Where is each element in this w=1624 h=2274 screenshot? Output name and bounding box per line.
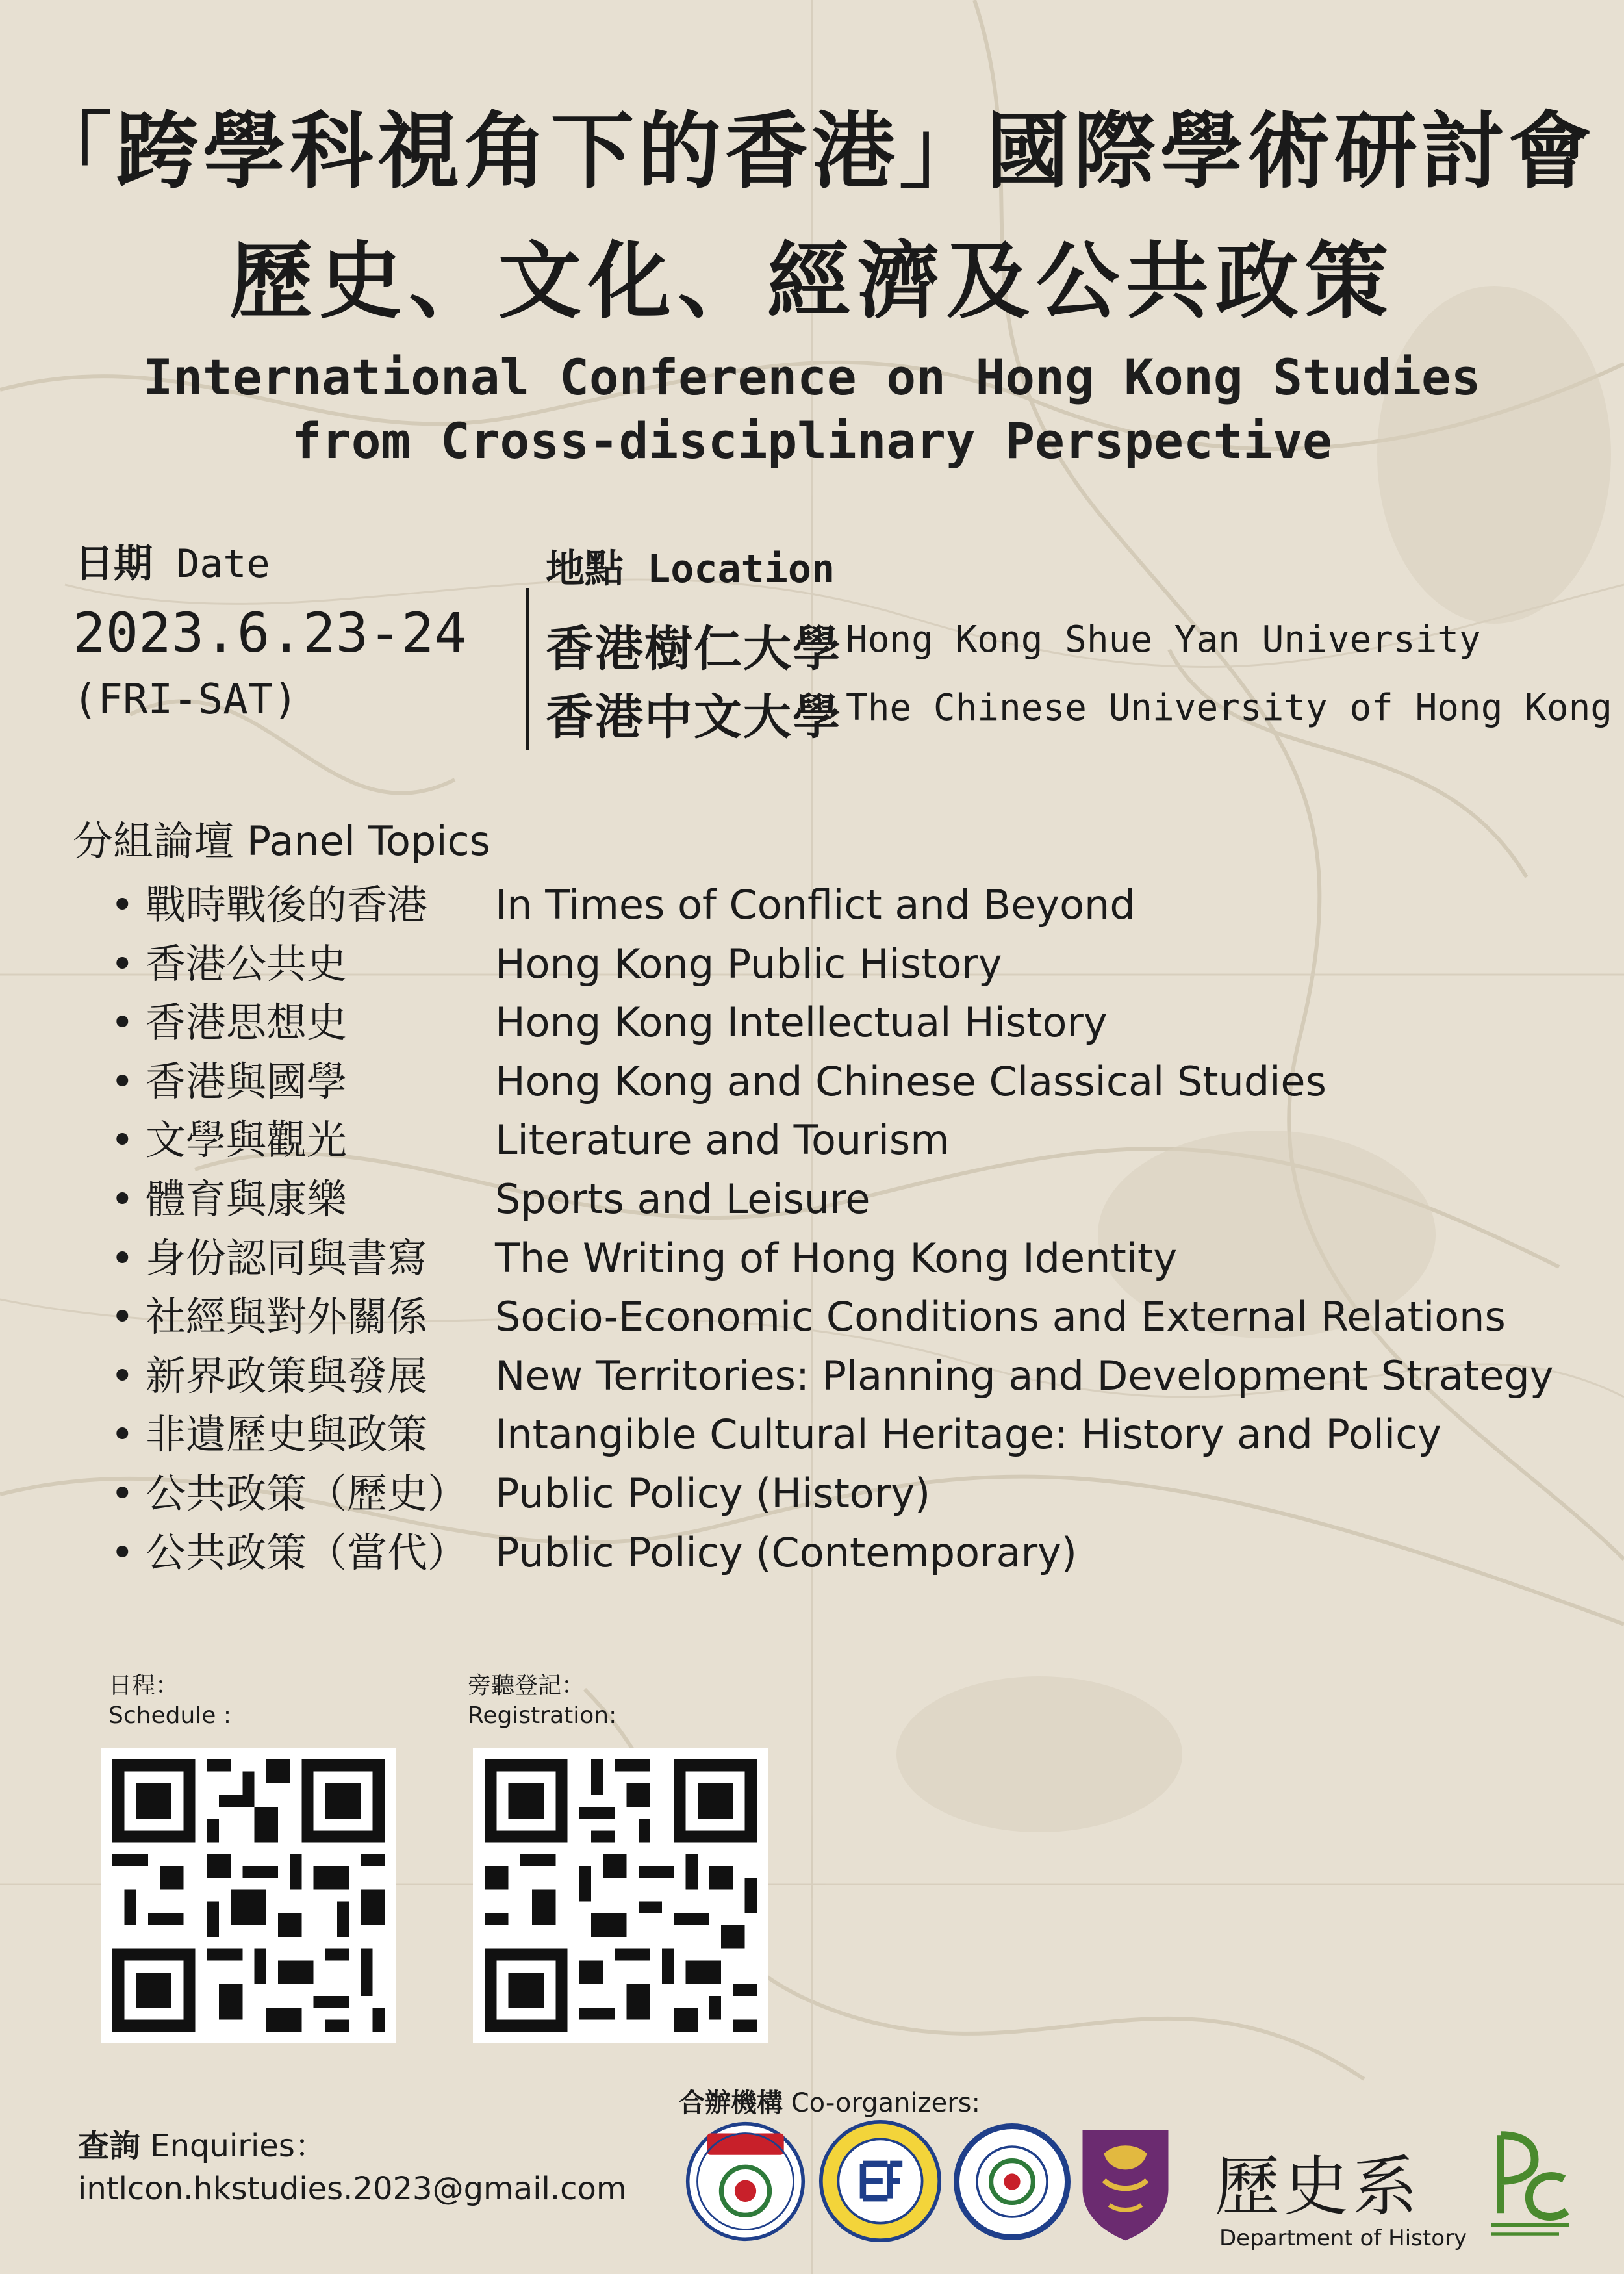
topic-en: Literature and Tourism: [495, 1116, 950, 1164]
schedule-qr-label: [108, 1671, 231, 1731]
divider: [526, 588, 529, 750]
topic-zh: 文學與觀光: [146, 1116, 348, 1164]
bullet: •: [110, 1116, 134, 1164]
bullet: •: [110, 1351, 134, 1399]
venue-en: Hong Kong Shue Yan University: [846, 619, 1481, 661]
enquiries-label-zh: 查詢: [78, 2128, 141, 2164]
date-value: 2023.6.23-24: [73, 601, 467, 665]
history-department-label: Department of History: [1219, 2225, 1467, 2251]
topic-zh: 公共政策（歷史）: [146, 1469, 468, 1517]
economics-finance-logo: [818, 2119, 942, 2243]
date-label-en: Date: [176, 541, 270, 587]
bullet: •: [110, 939, 134, 988]
bullet: •: [110, 1057, 134, 1105]
bullet: •: [110, 1411, 134, 1459]
bullet: •: [110, 1293, 134, 1341]
topic-zh: 香港與國學: [146, 1057, 348, 1105]
schedule-label-en: Schedule :: [108, 1702, 231, 1729]
topic-en: Socio-Economic Conditions and External Relations: [495, 1293, 1506, 1341]
topic-zh: 香港公共史: [146, 939, 348, 988]
bullet: •: [110, 1234, 134, 1282]
registration-label-en: Registration:: [468, 1702, 617, 1729]
topic-zh: 非遺歷史與政策: [146, 1411, 428, 1459]
shue-yan-university-logo: [685, 2121, 806, 2242]
registration-qr-code[interactable]: [473, 1748, 768, 2043]
panel-heading-en: Panel Topics: [246, 817, 490, 865]
bullet: •: [110, 881, 134, 928]
topic-en: Public Policy (Contemporary): [495, 1528, 1077, 1576]
location-label: [546, 538, 835, 594]
schedule-qr-code[interactable]: [101, 1748, 396, 2043]
topic-zh: 香港思想史: [146, 999, 348, 1047]
bullet: •: [110, 1469, 134, 1517]
topic-en: Public Policy (History): [495, 1469, 931, 1517]
topic-zh: 身份認同與書寫: [146, 1234, 428, 1282]
topic-en: Hong Kong and Chinese Classical Studies: [495, 1057, 1326, 1105]
enquiries-email[interactable]: intlcon.hkstudies.2023@gmail.com: [78, 2171, 627, 2207]
date-label-zh: 日期: [75, 541, 153, 587]
bullet: •: [110, 1175, 134, 1223]
coorganizers-label: [679, 2082, 980, 2119]
title-english-line1: International Conference on Hong Kong Studies: [143, 348, 1481, 406]
bullet: •: [110, 999, 134, 1047]
date-days: (FRI-SAT): [73, 676, 298, 724]
topic-en: Sports and Leisure: [495, 1175, 870, 1223]
topic-zh: 公共政策（當代）: [146, 1528, 468, 1576]
topic-zh: 社經與對外關係: [146, 1293, 428, 1341]
topic-en: Hong Kong Public History: [495, 939, 1002, 988]
topic-zh: 戰時戰後的香港: [146, 881, 428, 928]
coorganizers-label-en: Co-organizers:: [791, 2088, 980, 2118]
schedule-label-zh: 日程：: [108, 1672, 179, 1699]
registration-qr-label: [468, 1671, 616, 1731]
panel-topics-heading: [73, 809, 490, 867]
coorganizers-label-zh: 合辦機構: [679, 2088, 783, 2118]
topic-en: New Territories: Planning and Development Strategy: [495, 1351, 1554, 1399]
topic-en: Intangible Cultural Heritage: History and Policy: [495, 1411, 1441, 1459]
title-english-line2: from Cross-disciplinary Perspective: [292, 412, 1332, 470]
panel-heading-zh: 分組論壇: [73, 817, 235, 865]
title-chinese-line2: 歷史、文化、經濟及公共政策: [229, 233, 1395, 330]
topic-zh: 體育與康樂: [146, 1175, 348, 1223]
topic-en: The Writing of Hong Kong Identity: [495, 1234, 1178, 1282]
shue-yan-university-seal: [954, 2123, 1071, 2240]
enquiries-label-en: Enquiries：: [150, 2128, 326, 2164]
location-label-en: Location: [647, 546, 835, 592]
enquiries: [78, 2125, 627, 2210]
topic-en: In Times of Conflict and Beyond: [495, 881, 1136, 928]
history-department-logo: 歷史系: [1215, 2149, 1421, 2225]
topic-en: Hong Kong Intellectual History: [495, 999, 1108, 1047]
title-chinese-line1: 「跨學科視角下的香港」國際學術研討會: [28, 103, 1595, 200]
topic-zh: 新界政策與發展: [146, 1351, 428, 1399]
registration-label-zh: 旁聽登記：: [468, 1672, 585, 1699]
hkcrpp-logo: [1481, 2125, 1579, 2248]
venue-en: The Chinese University of Hong Kong: [846, 687, 1613, 729]
location-label-zh: 地點: [546, 546, 624, 592]
bullet: •: [110, 1528, 134, 1576]
venue-zh: 香港中文大學: [546, 689, 842, 745]
enquiries-label: [78, 2125, 627, 2167]
venue-zh: 香港樹仁大學: [546, 621, 842, 677]
date-label: [75, 533, 270, 589]
cuhk-crest: [1072, 2121, 1179, 2245]
